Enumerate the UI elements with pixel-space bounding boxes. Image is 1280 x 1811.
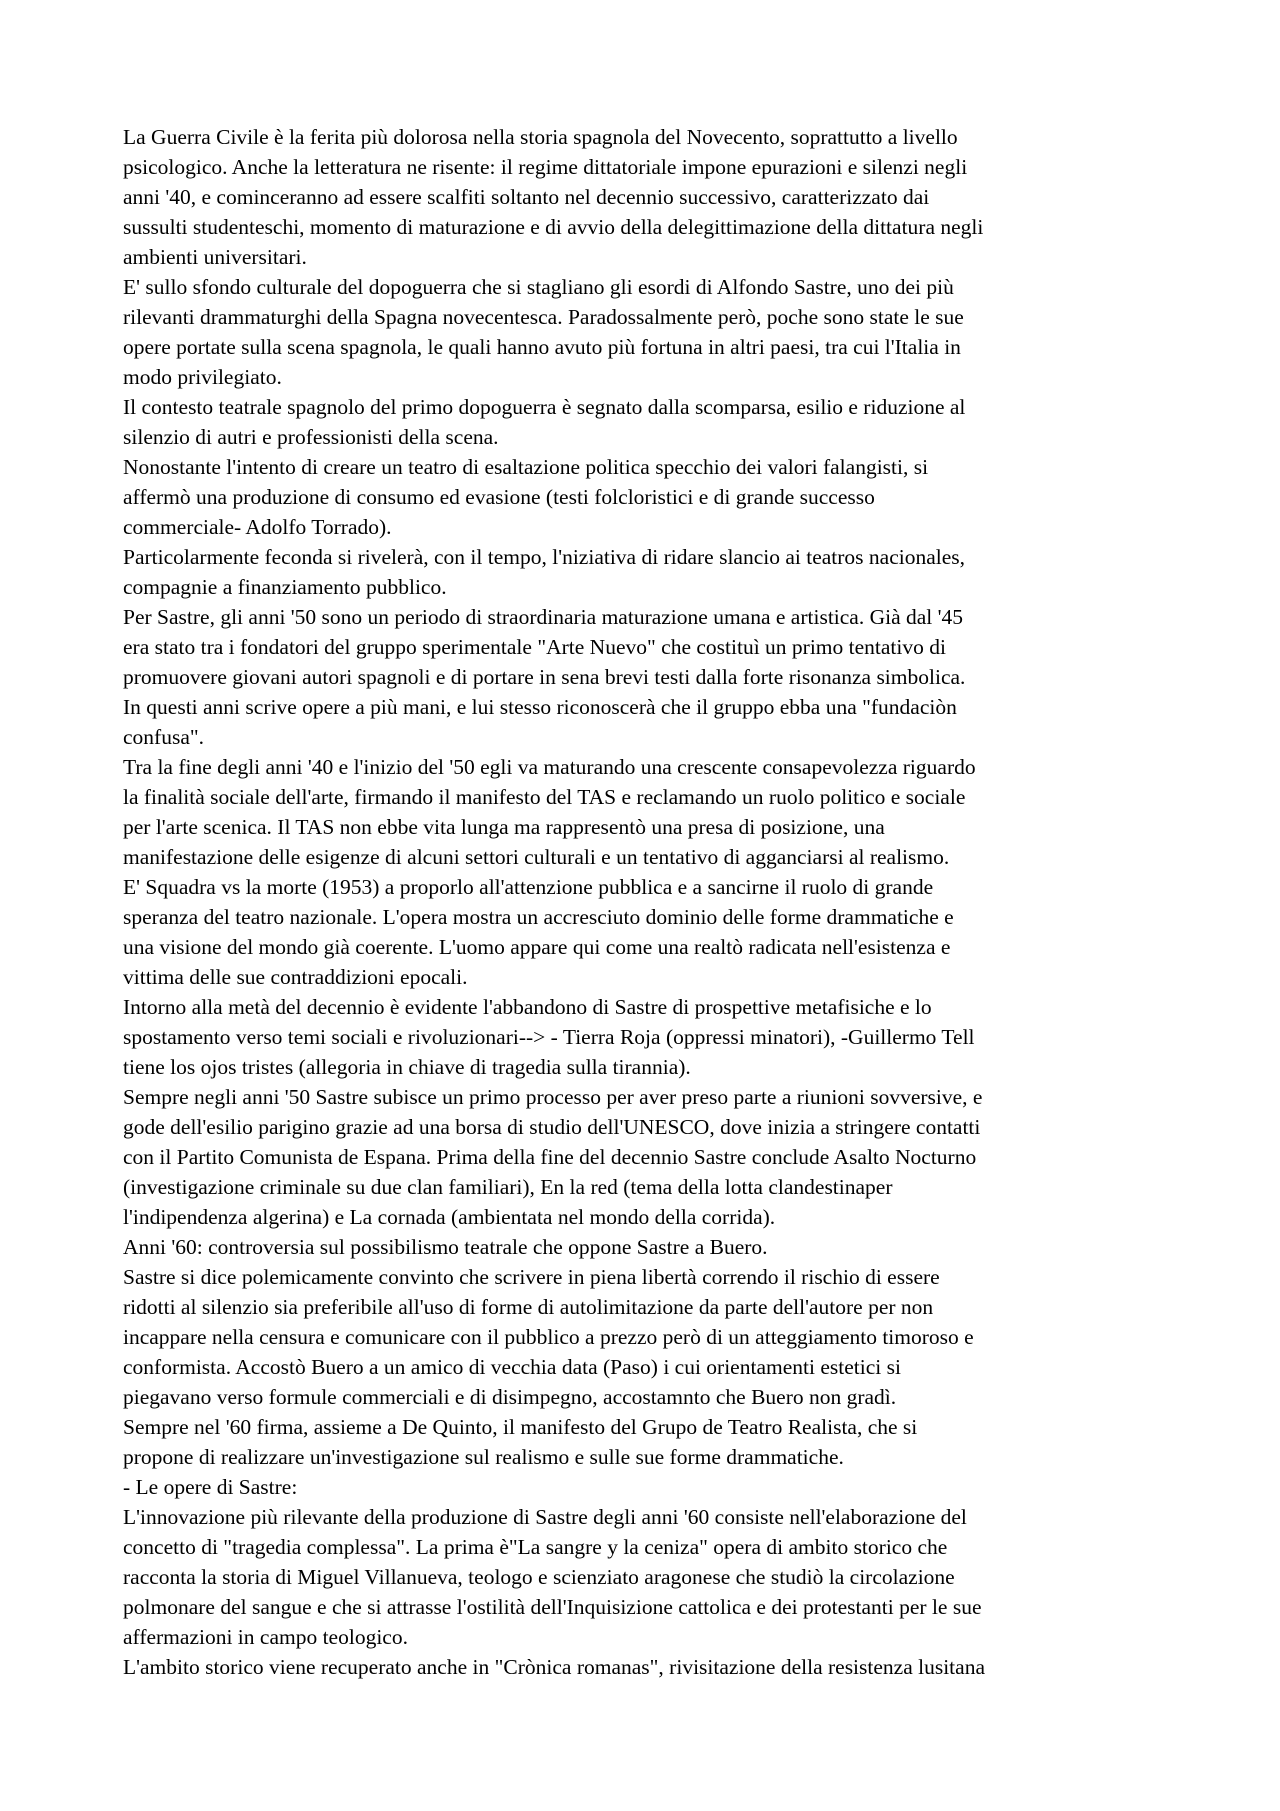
text-line: silenzio di autri e professionisti della scena. — [123, 425, 499, 449]
text-line: rilevanti drammaturghi della Spagna novecentesca. Paradossalmente però, poche sono state le sue — [123, 305, 964, 329]
text-line: promuovere giovani autori spagnoli e di portare in sena brevi testi dalla forte risonanza simbolica. — [123, 665, 966, 689]
text-line: Nonostante l'intento di creare un teatro di esaltazione politica specchio dei valori falangisti, si — [123, 455, 929, 479]
text-line: - Le opere di Sastre: — [123, 1475, 298, 1499]
text-line: L'innovazione più rilevante della produzione di Sastre degli anni '60 consiste nell'elaborazione del — [123, 1505, 967, 1529]
text-line: Il contesto teatrale spagnolo del primo dopoguerra è segnato dalla scomparsa, esilio e riduzione al — [123, 395, 966, 419]
text-line: per l'arte scenica. Il TAS non ebbe vita lunga ma rappresentò una presa di posizione, una — [123, 815, 885, 839]
text-line: l'indipendenza algerina) e La cornada (ambientata nel mondo della corrida). — [123, 1205, 776, 1229]
text-line: conformista. Accostò Buero a un amico di vecchia data (Paso) i cui orientamenti estetici si — [123, 1355, 901, 1379]
text-line: Per Sastre, gli anni '50 sono un periodo di straordinaria maturazione umana e artistica. Già dal '45 — [123, 605, 964, 629]
text-line: psicologico. Anche la letteratura ne risente: il regime dittatoriale impone epurazioni e silenzi negli — [123, 155, 968, 179]
text-line: Tra la fine degli anni '40 e l'inizio del '50 egli va maturando una crescente consapevolezza riguardo — [123, 755, 976, 779]
text-line: commerciale- Adolfo Torrado). — [123, 515, 392, 539]
text-line: affermazioni in campo teologico. — [123, 1625, 408, 1649]
text-line: polmonare del sangue e che si attrasse l'ostilità dell'Inquisizione cattolica e dei protestanti per le sue — [123, 1595, 982, 1619]
text-line: manifestazione delle esigenze di alcuni settori culturali e un tentativo di agganciarsi al realismo. — [123, 845, 950, 869]
text-line: Intorno alla metà del decennio è evidente l'abbandono di Sastre di prospettive metafisiche e lo — [123, 995, 932, 1019]
text-line: Anni '60: controversia sul possibilismo teatrale che oppone Sastre a Buero. — [123, 1235, 768, 1259]
text-line: modo privilegiato. — [123, 365, 282, 389]
text-line: vittima delle sue contraddizioni epocali. — [123, 965, 468, 989]
text-line: gode dell'esilio parigino grazie ad una borsa di studio dell'UNESCO, dove inizia a stringere contatti — [123, 1115, 981, 1139]
text-line: racconta la storia di Miguel Villanueva, teologo e scienziato aragonese che studiò la circolazione — [123, 1565, 955, 1589]
text-line: sussulti studenteschi, momento di maturazione e di avvio della delegittimazione della dittatura negli — [123, 215, 984, 239]
text-line: anni '40, e cominceranno ad essere scalfiti soltanto nel decennio successivo, caratterizzato dai — [123, 185, 930, 209]
text-line: Sastre si dice polemicamente convinto che scrivere in piena libertà correndo il rischio di essere — [123, 1265, 940, 1289]
text-line: ridotti al silenzio sia preferibile all'uso di forme di autolimitazione da parte dell'autore per non — [123, 1295, 934, 1319]
text-line: tiene los ojos tristes (allegoria in chiave di tragedia sulla tirannia). — [123, 1055, 691, 1079]
text-line: la finalità sociale dell'arte, firmando il manifesto del TAS e reclamando un ruolo politico e sociale — [123, 785, 966, 809]
text-line: incappare nella censura e comunicare con il pubblico a prezzo però di un atteggiamento timoroso e — [123, 1325, 974, 1349]
text-line: con il Partito Comunista de Espana. Prima della fine del decennio Sastre conclude Asalto Nocturno — [123, 1145, 977, 1169]
text-line: L'ambito storico viene recuperato anche in "Crònica romanas", rivisitazione della resistenza lusitana — [123, 1655, 985, 1679]
text-line: una visione del mondo già coerente. L'uomo appare qui come una realtò radicata nell'esistenza e — [123, 935, 951, 959]
text-line: speranza del teatro nazionale. L'opera mostra un accresciuto dominio delle forme drammatiche e — [123, 905, 954, 929]
text-line: La Guerra Civile è la ferita più dolorosa nella storia spagnola del Novecento, soprattutto a livello — [123, 125, 958, 149]
text-line: opere portate sulla scena spagnola, le quali hanno avuto più fortuna in altri paesi, tra cui l'Italia in — [123, 335, 961, 359]
text-line: Sempre nel '60 firma, assieme a De Quinto, il manifesto del Grupo de Teatro Realista, che si — [123, 1415, 918, 1439]
document-text-body — [123, 122, 1168, 1682]
text-line: E' Squadra vs la morte (1953) a proporlo all'attenzione pubblica e a sancirne il ruolo di grande — [123, 875, 934, 899]
text-line: propone di realizzare un'investigazione sul realismo e sulle sue forme drammatiche. — [123, 1445, 844, 1469]
text-line: (investigazione criminale su due clan familiari), En la red (tema della lotta clandestinaper — [123, 1175, 893, 1199]
text-line: ambienti universitari. — [123, 245, 307, 269]
text-line: Particolarmente feconda si rivelerà, con il tempo, l'niziativa di ridare slancio ai teatros nacionales, — [123, 545, 966, 569]
text-line: era stato tra i fondatori del gruppo sperimentale "Arte Nuevo" che costituì un primo tentativo di — [123, 635, 946, 659]
text-line: In questi anni scrive opere a più mani, e lui stesso riconoscerà che il gruppo ebba una "fundaciòn — [123, 695, 957, 719]
text-line: affermò una produzione di consumo ed evasione (testi folcloristici e di grande successo — [123, 485, 875, 509]
text-line: E' sullo sfondo culturale del dopoguerra che si stagliano gli esordi di Alfondo Sastre, uno dei più — [123, 275, 954, 299]
text-line: compagnie a finanziamento pubblico. — [123, 575, 447, 599]
text-line: spostamento verso temi sociali e rivoluzionari--> - Tierra Roja (oppressi minatori), -Guillermo Tell — [123, 1025, 975, 1049]
text-line: concetto di "tragedia complessa". La prima è"La sangre y la ceniza" opera di ambito storico che — [123, 1535, 948, 1559]
text-line: piegavano verso formule commerciali e di disimpegno, accostamnto che Buero non gradì. — [123, 1385, 897, 1409]
text-line: Sempre negli anni '50 Sastre subisce un primo processo per aver preso parte a riunioni sovversive, e — [123, 1085, 983, 1109]
text-line: confusa". — [123, 725, 205, 749]
